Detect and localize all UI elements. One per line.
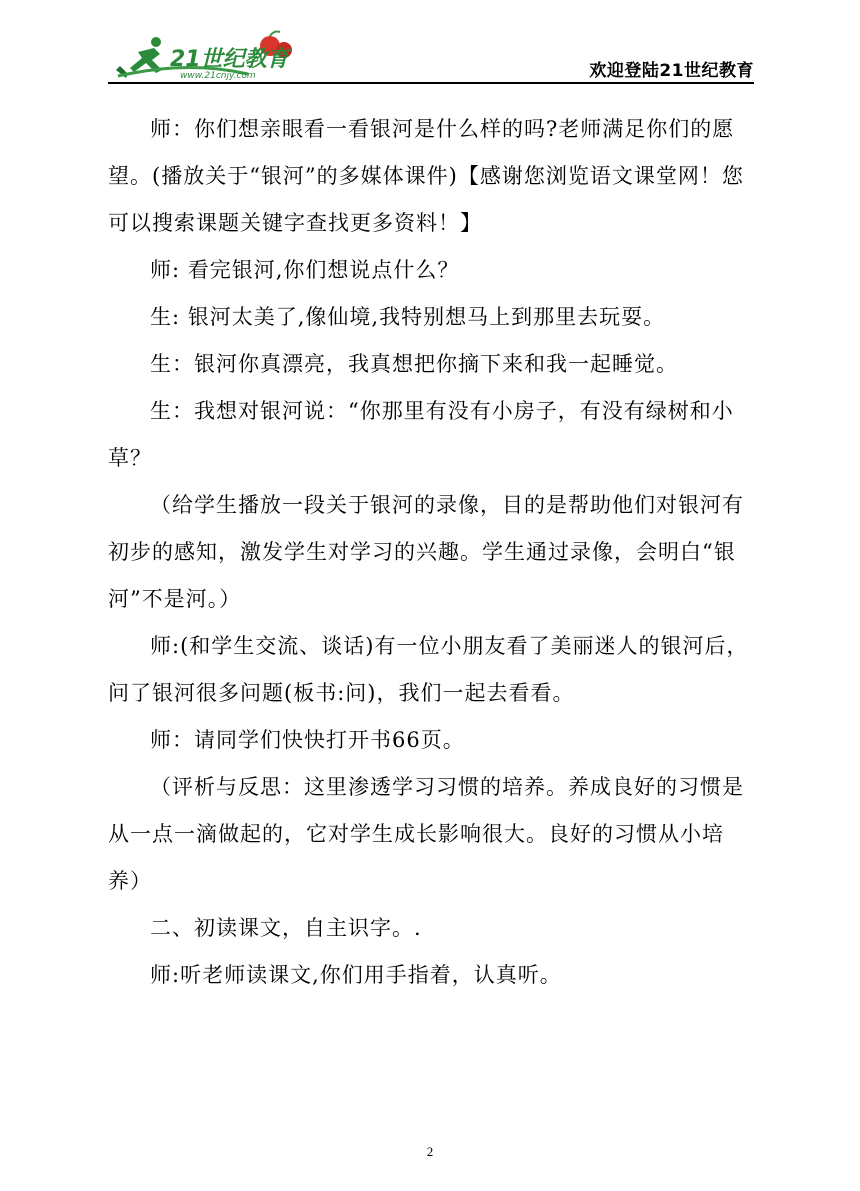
document-body (108, 106, 756, 999)
page-header (108, 30, 754, 82)
paragraph: 生：银河你真漂亮，我真想把你摘下来和我一起睡觉。 (150, 352, 678, 376)
paragraph: 师:(和学生交流、谈话)有一位小朋友看了美丽迷人的银河后，问了银河很多问题(板书:问)，我们一起去看看。 (108, 634, 749, 705)
paragraph: 师: 看完银河,你们想说点什么？ (150, 258, 460, 282)
paragraph: 师：你们想亲眼看一看银河是什么样的吗?老师满足你们的愿望。(播放关于“银河”的多媒体课件)【感谢您浏览语文课堂网！您可以搜索课题关键字查找更多资料！】 (108, 117, 744, 235)
paragraph: （评析与反思：这里渗透学习习惯的培养。养成良好的习惯是从一点一滴做起的，它对学生成长影响很大。良好的习惯从小培养） (108, 775, 744, 893)
brand-logo (108, 30, 308, 80)
logo-text: 21世纪教育 (170, 47, 289, 72)
logo-url: www.21cnjy.com (180, 71, 256, 80)
paragraph: 生：我想对银河说：“你那里有没有小房子，有没有绿树和小草？ (108, 399, 734, 470)
logo-graphic (108, 30, 308, 80)
page-number: 2 (426, 1144, 434, 1159)
paragraph: 二、初读课文，自主识字。. (150, 916, 422, 940)
header-title: 欢迎登陆21世纪教育 (589, 61, 754, 81)
paragraph: 师:听老师读课文,你们用手指着，认真听。 (150, 963, 562, 987)
header-divider (108, 82, 754, 84)
paragraph: 师：请同学们快快打开书66页。 (150, 728, 465, 752)
paragraph: （给学生播放一段关于银河的录像，目的是帮助他们对银河有初步的感知，激发学生对学习的兴趣。学生通过录像，会明白“银河”不是河。） (108, 493, 744, 611)
paragraph: 生: 银河太美了,像仙境,我特别想马上到那里去玩耍。 (150, 305, 666, 329)
